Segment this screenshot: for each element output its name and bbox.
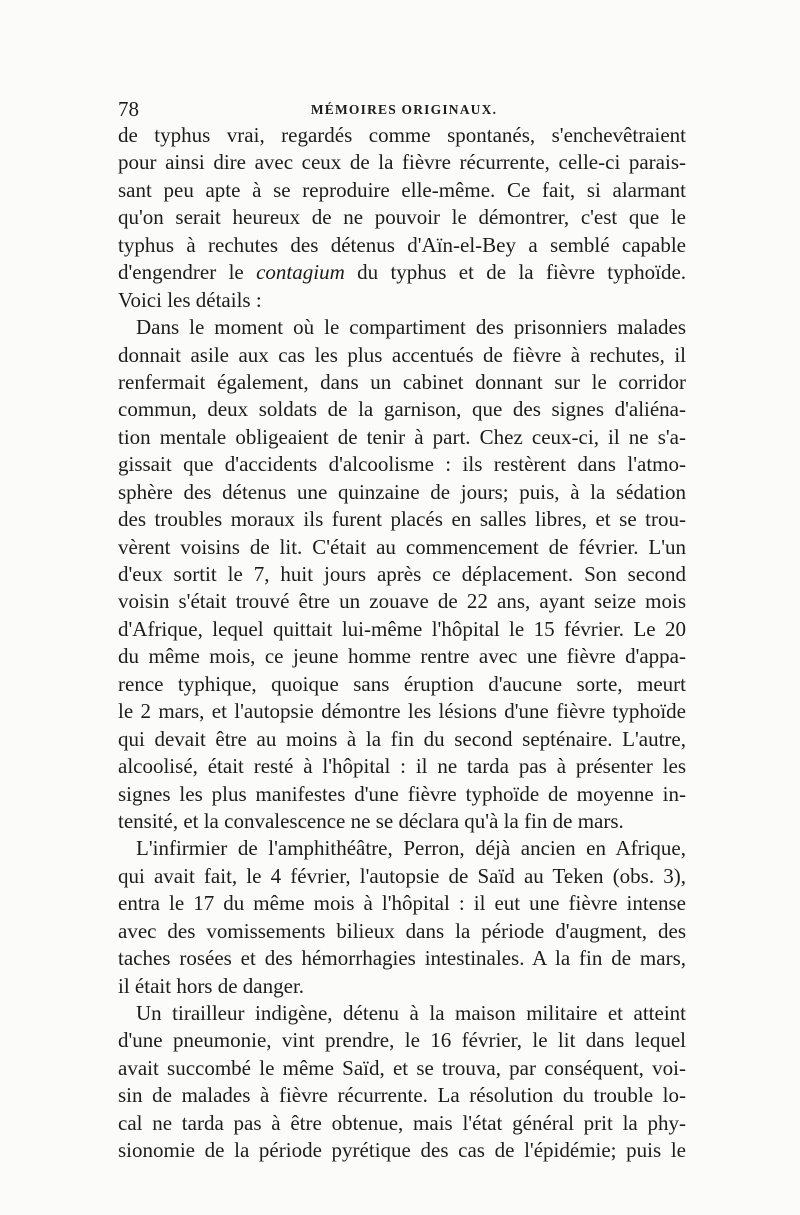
text-line: renfermait également, dans un cabinet donnant sur le corridor — [118, 369, 686, 394]
text-line: commun, deux soldats de la garnison, que des signes d'aliéna- — [118, 397, 686, 422]
text-line: tion mentale obligeaient de tenir à part. Chez ceux-ci, il ne s'a- — [118, 424, 686, 449]
text-line: vèrent voisins de lit. C'était au commencement de février. L'un — [118, 534, 686, 559]
text-line: il était hors de danger. — [118, 973, 305, 998]
text-line: sionomie de la période pyrétique des cas de l'épidémie; puis le — [118, 1138, 686, 1163]
text-line: gissait que d'accidents d'alcoolisme : ils restèrent dans l'atmo- — [118, 452, 686, 477]
text-line: taches rosées et des hémorrhagies intestinales. A la fin de mars, — [118, 946, 686, 971]
text-line: sin de malades à fièvre récurrente. La résolution du trouble lo- — [118, 1083, 686, 1108]
text-line: pour ainsi dire avec ceux de la fièvre récurrente, celle-ci parais- — [118, 150, 686, 175]
paragraph-first-line: Un tirailleur indigène, détenu à la maison militaire et atteint — [136, 1001, 686, 1025]
text-line: rence typhique, quoique sans éruption d'aucune sorte, meurt — [118, 671, 686, 696]
text-line: qu'on serait heureux de ne pouvoir le démontrer, c'est que le — [118, 205, 686, 230]
text-line: Voici les détails : — [118, 287, 262, 312]
italic-term: contagium — [256, 260, 345, 285]
text-line: tensité, et la convalescence ne se déclara qu'à la fin de mars. — [118, 808, 624, 833]
text-fragment: d'engendrer le — [118, 260, 257, 285]
page-number: 78 — [118, 97, 139, 121]
text-line: voisin s'était trouvé être un zouave de 22 ans, ayant seize mois — [118, 589, 686, 614]
text-line: des troubles moraux ils furent placés en salles libres, et se trou- — [118, 507, 686, 532]
text-line: d'eux sortit le 7, huit jours après ce déplacement. Son second — [118, 562, 686, 586]
text-line: le 2 mars, et l'autopsie démontre les lésions d'une fièvre typhoïde — [118, 699, 686, 724]
text-line: d'une pneumonie, vint prendre, le 16 février, le lit dans lequel — [118, 1028, 686, 1053]
text-line: avait succombé le même Saïd, et se trouva, par conséquent, voi- — [118, 1055, 686, 1080]
text-line: du même mois, ce jeune homme rentre avec une fièvre d'appa- — [118, 644, 686, 669]
text-line: d'Afrique, lequel quittait lui-même l'hôpital le 15 février. Le 20 — [118, 616, 686, 641]
text-line: qui avait fait, le 4 février, l'autopsie de Saïd au Teken (obs. 3), — [118, 863, 686, 888]
text-line: alcoolisé, était resté à l'hôpital : il ne tarda pas à présenter les — [118, 754, 686, 779]
text-line: de typhus vrai, regardés comme spontanés, s'enchevêtraient — [118, 123, 686, 147]
text-line: donnait asile aux cas les plus accentués de fièvre à rechutes, il — [118, 342, 686, 367]
running-title: MÉMOIRES ORIGINAUX. — [310, 102, 498, 117]
text-line: avec des vomissements bilieux dans la période d'augment, des — [118, 918, 686, 943]
body-text — [118, 122, 686, 1165]
text-line: cal ne tarda pas à être obtenue, mais l'état général prit la phy- — [118, 1110, 686, 1135]
paragraph-first-line: L'infirmier de l'amphithéâtre, Perron, déjà ancien en Afrique, — [136, 836, 686, 861]
text-line: signes les plus manifestes d'une fièvre typhoïde de moyenne in- — [118, 781, 686, 806]
text-line: qui devait être au moins à la fin du second septénaire. L'autre, — [118, 726, 686, 751]
page-header — [118, 96, 690, 122]
paragraph-first-line: Dans le moment où le compartiment des prisonniers malades — [136, 315, 686, 340]
text-line: sant peu apte à se reproduire elle-même. Ce fait, si alarmant — [118, 177, 686, 202]
text-line: sphère des détenus une quinzaine de jours; puis, à la sédation — [118, 479, 686, 504]
text-line-with-italic — [118, 259, 686, 286]
text-fragment: du typhus et de la fièvre typhoïde. — [344, 260, 687, 285]
text-line: entra le 17 du même mois à l'hôpital : il eut une fièvre intense — [118, 891, 686, 916]
text-line: typhus à rechutes des détenus d'Aïn-el-Bey a semblé capable — [118, 232, 686, 257]
